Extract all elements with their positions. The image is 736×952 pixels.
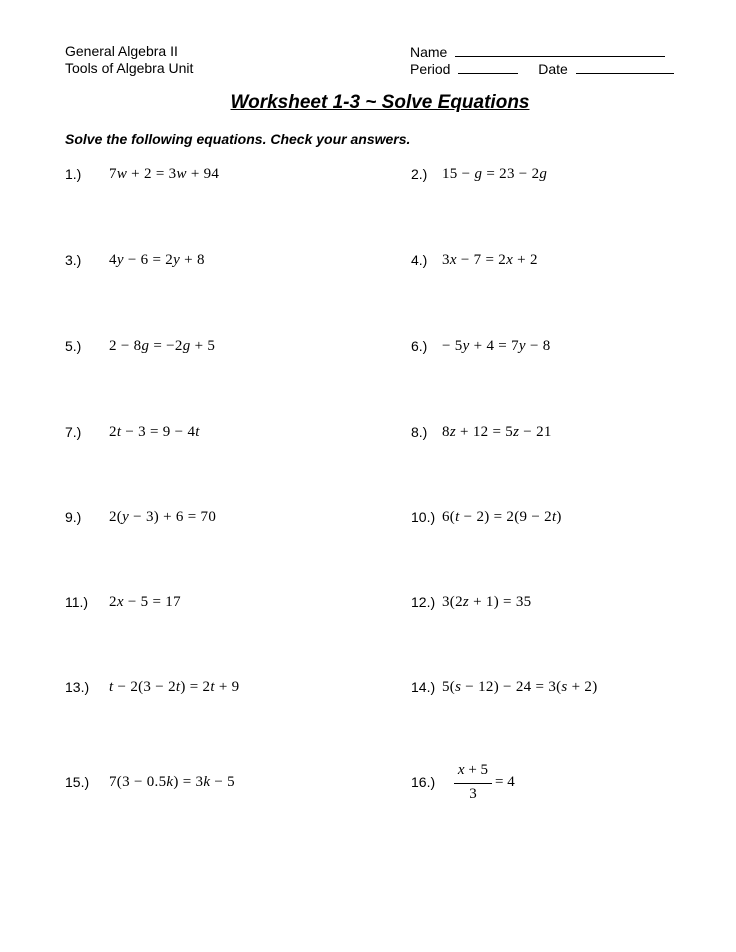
problem-number: 5.) xyxy=(65,338,82,354)
problem-number: 4.) xyxy=(411,252,428,268)
problem-equation: 8z + 12 = 5z − 21 xyxy=(442,424,552,440)
problem-equation: 7w + 2 = 3w + 94 xyxy=(109,166,220,182)
problem-equation: 15 − g = 23 − 2g xyxy=(442,166,548,182)
date-blank[interactable] xyxy=(576,60,674,74)
problem-equation: 6(t − 2) = 2(9 − 2t) xyxy=(442,509,562,525)
problem-8 xyxy=(411,420,711,444)
problem-6 xyxy=(411,334,711,358)
problem-number: 9.) xyxy=(65,509,82,525)
problem-number: 15.) xyxy=(65,774,90,790)
problem-equation: 2x − 5 = 17 xyxy=(109,594,181,610)
problem-4 xyxy=(411,248,711,272)
problem-number: 10.) xyxy=(411,509,436,525)
problem-15 xyxy=(65,770,365,794)
problem-number: 1.) xyxy=(65,166,82,182)
period-date-row xyxy=(410,60,674,78)
problem-equation: 5(s − 12) − 24 = 3(s + 2) xyxy=(442,679,598,695)
period-blank[interactable] xyxy=(458,60,518,74)
problem-equation: 7(3 − 0.5k) = 3k − 5 xyxy=(109,774,235,790)
problem-10 xyxy=(411,505,711,529)
problem-12 xyxy=(411,590,711,614)
problem-number: 7.) xyxy=(65,424,82,440)
name-label: Name xyxy=(410,44,448,60)
name-field[interactable] xyxy=(410,43,665,61)
problem-number: 12.) xyxy=(411,594,436,610)
problem-number: 2.) xyxy=(411,166,428,182)
fraction-rhs: = 4 xyxy=(495,774,515,790)
problem-5 xyxy=(65,334,365,358)
problem-equation: − 5y + 4 = 7y − 8 xyxy=(442,338,551,354)
course-name: General Algebra II xyxy=(65,43,178,59)
problem-11 xyxy=(65,590,365,614)
problem-13 xyxy=(65,675,365,699)
problem-number: 8.) xyxy=(411,424,428,440)
worksheet-title: Worksheet 1-3 ~ Solve Equations xyxy=(230,92,530,113)
problem-3 xyxy=(65,248,365,272)
problem-equation: t − 2(3 − 2t) = 2t + 9 xyxy=(109,679,240,695)
problem-14 xyxy=(411,675,711,699)
problem-number: 14.) xyxy=(411,679,436,695)
period-label: Period xyxy=(410,61,451,77)
problem-number: 16.) xyxy=(411,774,436,790)
problem-number: 3.) xyxy=(65,252,82,268)
problem-number: 13.) xyxy=(65,679,90,695)
problem-9 xyxy=(65,505,365,529)
unit-name: Tools of Algebra Unit xyxy=(65,60,194,76)
name-blank[interactable] xyxy=(455,43,665,57)
date-label: Date xyxy=(538,61,568,77)
problem-equation: 2 − 8g = −2g + 5 xyxy=(109,338,216,354)
problem-equation: 4y − 6 = 2y + 8 xyxy=(109,252,205,268)
fraction-bar xyxy=(454,783,492,784)
fraction-numerator: x + 5 xyxy=(457,762,489,778)
problem-equation: 2(y − 3) + 6 = 70 xyxy=(109,509,217,525)
problem-number: 11.) xyxy=(65,594,89,610)
fraction-denominator: 3 xyxy=(469,786,477,802)
problem-number: 6.) xyxy=(411,338,428,354)
problem-7 xyxy=(65,420,365,444)
problem-1 xyxy=(65,162,365,186)
problem-equation: 3x − 7 = 2x + 2 xyxy=(442,252,538,268)
problem-2 xyxy=(411,162,711,186)
problem-equation: 3(2z + 1) = 35 xyxy=(442,594,532,610)
instructions: Solve the following equations. Check your answers. xyxy=(65,131,411,147)
problem-equation: 2t − 3 = 9 − 4t xyxy=(109,424,200,440)
problem-16 xyxy=(411,762,711,802)
